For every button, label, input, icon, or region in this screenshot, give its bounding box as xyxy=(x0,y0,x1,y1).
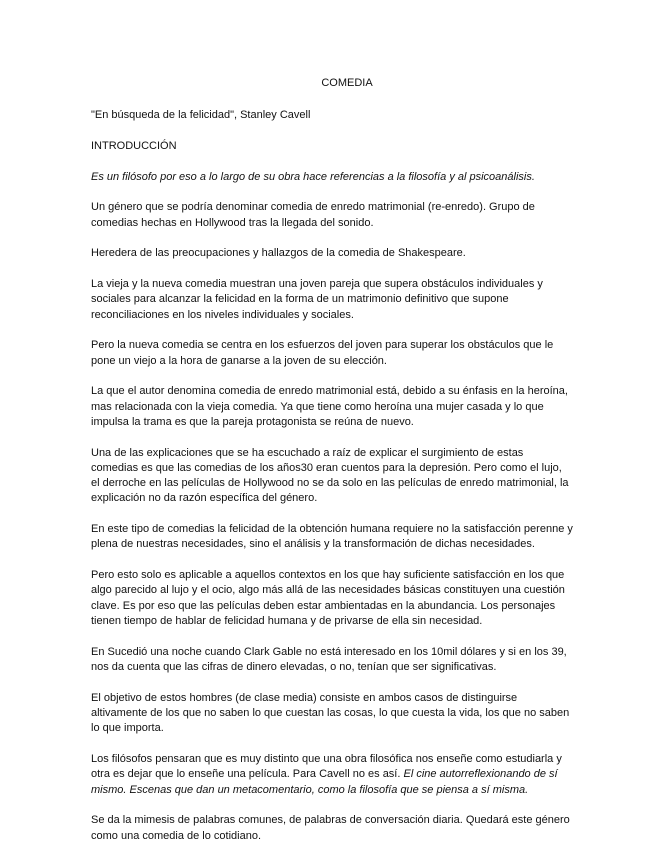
document-title: COMEDIA xyxy=(321,77,373,89)
paragraph: Pero la nueva comedia se centra en los esfuerzos del joven para superar los obstáculos que le pone un viejo a la hora de ganarse a la joven de su elección. xyxy=(91,339,554,367)
paragraph: La vieja y la nueva comedia muestran una joven pareja que supera obstáculos individuales y sociales para alcanzar la felicidad en la forma de un matrimonio definitivo que supone reconciliaciones en los niveles individuales y sociales. xyxy=(91,278,543,321)
document-subtitle: "En búsqueda de la felicidad", Stanley Cavell xyxy=(91,109,311,122)
paragraph: En Sucedió una noche cuando Clark Gable no está interesado en los 10mil dólares y si en los 39, nos da cuenta que las cifras de dinero elevadas, o no, tenían que ser significativas. xyxy=(91,645,567,674)
paragraph-final: Se da la mimesis de palabras comunes, de palabras de conversación diaria. Quedará este género como una comedia de lo cotidiano. xyxy=(91,814,570,842)
paragraph: El objetivo de estos hombres (de clase media) consiste en ambos casos de distinguirse altivamente de los que no saben lo que cuestan las cosas, lo que cuesta la vida, los que no saben lo que importa. xyxy=(91,691,570,735)
philosophy-text: Los filósofos pensaran que es muy distinto que una obra filosófica nos enseñe como estudiarla y otra es dejar que lo enseñe una película. Para Cavell no es así. xyxy=(91,752,562,781)
paragraph: Pero esto solo es aplicable a aquellos contextos en los que hay suficiente satisfacción en los que algo parecido al lujo y el ocio, algo más allá de las necesidades básicas constituyen una cuestión clave. Es por eso que las películas deben estar ambientadas en la abundancia. Los personajes tienen tiempo de hablar de felicidad humana y de privarse de ella sin necesidad. xyxy=(91,569,565,628)
document-body xyxy=(91,76,573,859)
paragraph-philosophy xyxy=(91,752,573,798)
paragraph: La que el autor denomina comedia de enredo matrimonial está, debido a su énfasis en la heroína, mas relacionada con la vieja comedia. Ya que tiene como heroína una mujer casada y lo que impulsa la trama es que la pareja protagonista se reúna de nuevo. xyxy=(91,385,568,428)
paragraph: Heredera de las preocupaciones y hallazgos de la comedia de Shakespeare. xyxy=(91,247,466,260)
paragraph: Un género que se podría denominar comedia de enredo matrimonial (re-enredo). Grupo de comedias hechas en Hollywood tras la llegada del sonido. xyxy=(91,201,535,229)
section-heading: INTRODUCCIÓN xyxy=(91,139,177,152)
paragraph-intro-italic: Es un filósofo por eso a lo largo de su obra hace referencias a la filosofía y al psicoanálisis. xyxy=(91,170,535,183)
paragraph: Una de las explicaciones que se ha escuchado a raíz de explicar el surgimiento de estas comedias es que las comedias de los años30 eran cuentos para la depresión. Pero como el lujo, el derroche en las películas de Hollywood no se da solo en las películas de enredo matrimonial, la explicación no da razón específica del género. xyxy=(91,446,569,505)
philosophy-italic-text: El cine autorreflexionando de sí mismo. Escenas que dan un metacomentario, como la filosofía que se piensa a sí misma. xyxy=(91,768,558,796)
paragraph: En este tipo de comedias la felicidad de la obtención humana requiere no la satisfacción perenne y plena de nuestras necesidades, sino el análisis y la transformación de dichas necesidades. xyxy=(91,523,573,551)
